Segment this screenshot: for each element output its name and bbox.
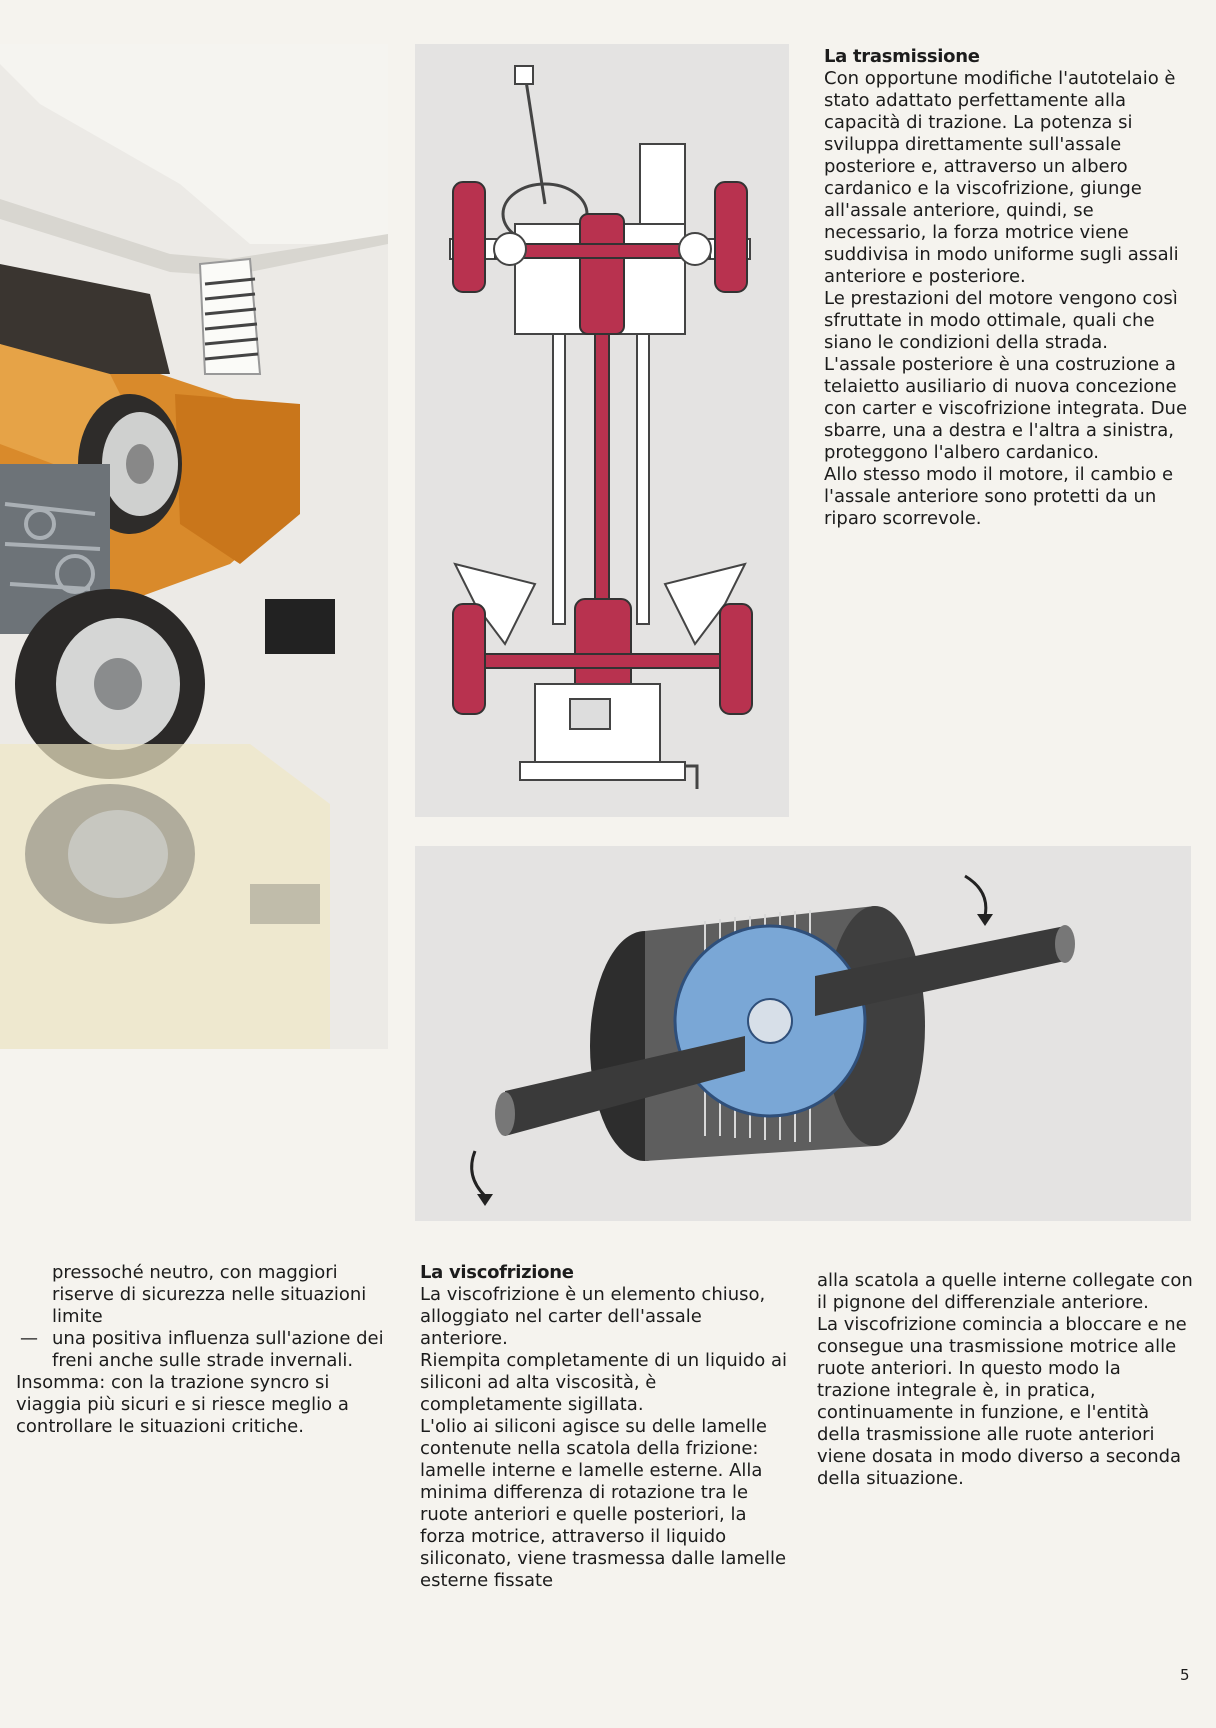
closing-paragraph: Insomma: con la trazione syncro si viaggia più sicuri e si riesce meglio a controllare le situazioni critiche.: [16, 1372, 349, 1437]
viscofrizione-paragraph: L'olio ai siliconi agisce su delle lamelle contenute nella scatola della frizione: lamelle interne e lamelle esterne. Alla minima differenza di rotazione tra le ruote anteriori e quelle posteriori, la forza motrice, attraverso il liquido siliconato, viene trasmessa dalle lamelle esterne fissate: [420, 1416, 787, 1591]
dash-mark: —: [20, 1328, 38, 1349]
van-cutaway-illustration: [0, 44, 388, 1049]
viscofrizione-paragraph: Riempita completamente di un liquido ai siliconi ad alta viscosità, è completamente sigillata.: [420, 1350, 787, 1415]
bullet-item: [16, 1328, 392, 1372]
text-column-1: [16, 1262, 392, 1438]
column-3-paragraph: alla scatola a quelle interne collegate con il pignone del differenziale anteriore.: [817, 1270, 1193, 1313]
viscous-coupling-cutaway: [415, 846, 1191, 1221]
trasmissione-section: [824, 46, 1194, 530]
trasmissione-paragraph: Con opportune modifiche l'autotelaio è stato adattato perfettamente alla capacità di trazione. La potenza si sviluppa direttamente sull'assale posteriore e, attraverso un albero cardanico e la viscofrizione, giunge all'assale anteriore, quindi, se necessario, la forza motrice viene suddivisa in modo uniforme sugli assali anteriore e posteriore.: [824, 68, 1179, 287]
lead-fragment: pressoché neutro, con maggiori riserve di sicurezza nelle situazioni limite: [52, 1262, 367, 1327]
trasmissione-paragraph: Le prestazioni del motore vengono così sfruttate in modo ottimale, quali che siano le condizioni della strada.: [824, 288, 1178, 353]
viscofrizione-section: [420, 1262, 794, 1592]
trasmissione-paragraph: Allo stesso modo il motore, il cambio e l'assale anteriore sono protetti da un riparo scorrevole.: [824, 464, 1174, 529]
column-3-paragraph: La viscofrizione comincia a bloccare e ne consegue una trasmissione motrice alle ruote anteriori. In questo modo la trazione integrale è, in pratica, continuamente in funzione, e l'entità della trasmissione alle ruote anteriori viene dosata in modo diverso a seconda della situazione.: [817, 1314, 1187, 1489]
viscofrizione-heading: La viscofrizione: [420, 1262, 574, 1283]
chassis-drawing: [415, 44, 789, 817]
page-number: 5: [1180, 1666, 1190, 1684]
trasmissione-heading: La trasmissione: [824, 46, 980, 67]
bullet-text: una positiva influenza sull'azione dei freni anche sulle strade invernali.: [52, 1328, 384, 1371]
text-column-3: [817, 1270, 1193, 1490]
trasmissione-paragraph: L'assale posteriore è una costruzione a telaietto ausiliario di nuova concezione con carter e viscofrizione integrata. Due sbarre, una a destra e l'altra a sinistra, proteggono l'albero cardanico.: [824, 354, 1188, 463]
viscofrizione-paragraph: La viscofrizione è un elemento chiuso, alloggiato nel carter dell'assale anteriore.: [420, 1284, 766, 1349]
